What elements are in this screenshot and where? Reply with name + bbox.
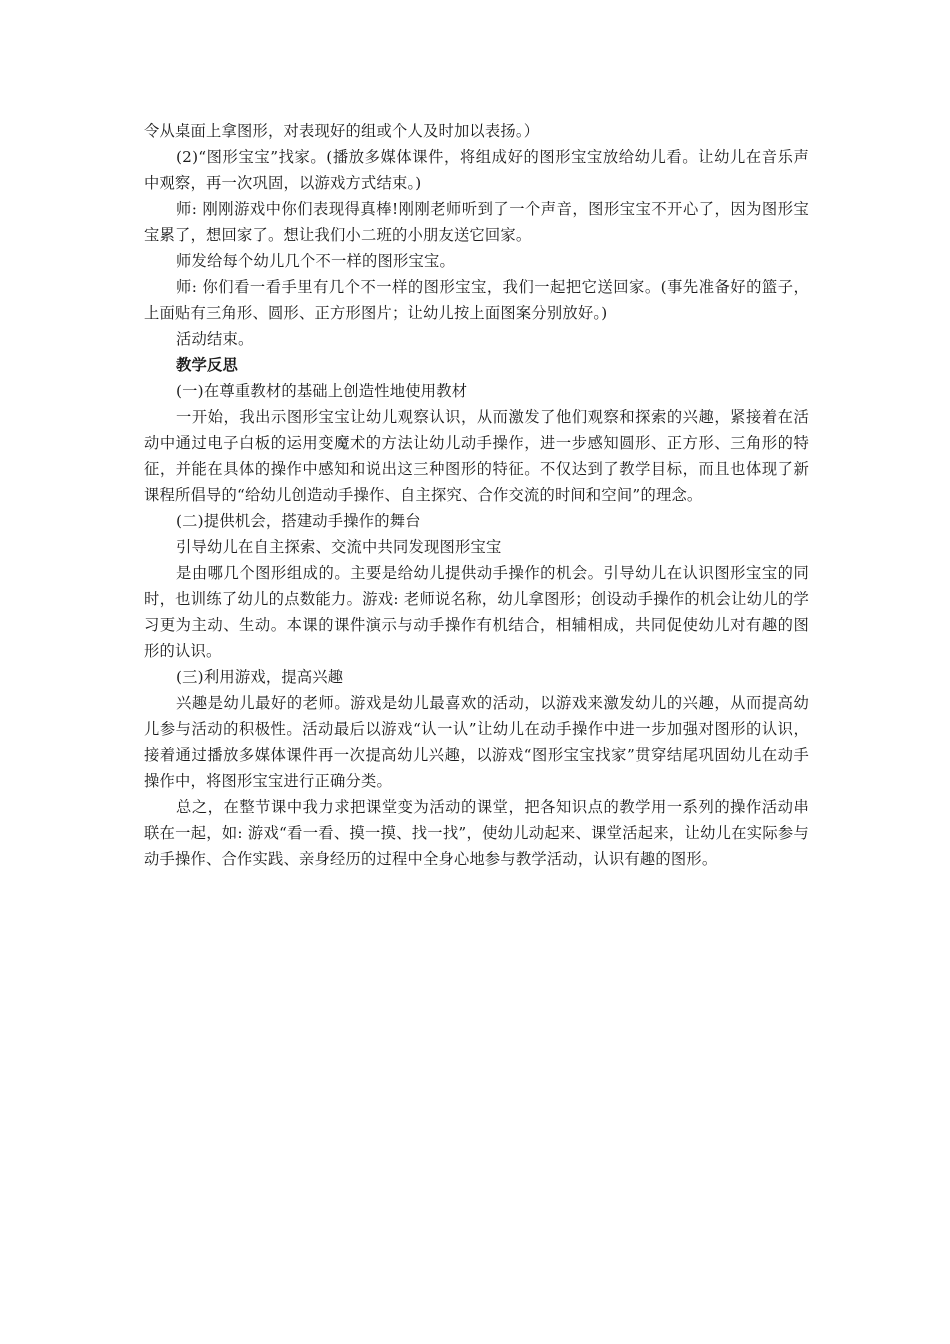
paragraph-reflection-2: 是由哪几个图形组成的。主要是给幼儿提供动手操作的机会。引导幼儿在认识图形宝宝的同时，也训练了幼儿的点数能力。游戏: 老师说名称，幼儿拿图形；创设动手操作的机会让幼儿的学习更为主动、生动。本课的课件演示与动手操作有机结合，相辅相成，共同促使幼儿对有趣的图形的认识。 xyxy=(144,564,809,660)
paragraph-shape-find-home: (2)“图形宝宝”找家。(播放多媒体课件，将组成好的图形宝宝放给幼儿看。让幼儿在音乐声中观察，再一次巩固，以游戏方式结束。) xyxy=(144,148,809,192)
subheading-three: (三)利用游戏，提高兴趣 xyxy=(176,668,344,686)
paragraph-teacher-dialogue-1: 师: 刚刚游戏中你们表现得真棒!刚刚老师听到了一个声音，图形宝宝不开心了，因为图形宝宝累了，想回家了。想让我们小二班的小朋友送它回家。 xyxy=(144,200,809,244)
paragraph-distribute-shapes: 师发给每个幼儿几个不一样的图形宝宝。 xyxy=(176,252,455,270)
subheading-two: (二)提供机会，搭建动手操作的舞台 xyxy=(176,512,421,530)
paragraph-teacher-dialogue-2: 师: 你们看一看手里有几个不一样的图形宝宝，我们一起把它送回家。(事先准备好的篮子，上面贴有三角形、圆形、正方形图片；让幼儿按上面图案分别放好。) xyxy=(144,278,809,322)
paragraph-continuation: 令从桌面上拿图形，对表现好的组或个人及时加以表扬。） xyxy=(144,122,540,140)
section-heading-reflection: 教学反思 xyxy=(176,356,238,374)
subheading-one: (一)在尊重教材的基础上创造性地使用教材 xyxy=(176,382,468,400)
paragraph-reflection-3: 兴趣是幼儿最好的老师。游戏是幼儿最喜欢的活动，以游戏来激发幼儿的兴趣，从而提高幼儿参与活动的积极性。活动最后以游戏“认一认”让幼儿在动手操作中进一步加强对图形的认识，接着通过播放多媒体课件再一次提高幼儿兴趣，以游戏“图形宝宝找家”贯穿结尾巩固幼儿在动手操作中，将图形宝宝进行正确分类。 xyxy=(144,694,809,790)
paragraph-guide-explore: 引导幼儿在自主探索、交流中共同发现图形宝宝 xyxy=(176,538,502,556)
paragraph-summary: 总之，在整节课中我力求把课堂变为活动的课堂，把各知识点的教学用一系列的操作活动串联在一起，如: 游戏“看一看、摸一摸、找一找”，使幼儿动起来、课堂活起来，让幼儿在实际参与动手操作、合作实践、亲身经历的过程中全身心地参与教学活动，认识有趣的图形。 xyxy=(144,798,809,868)
paragraph-reflection-1: 一开始，我出示图形宝宝让幼儿观察认识，从而激发了他们观察和探索的兴趣，紧接着在活动中通过电子白板的运用变魔术的方法让幼儿动手操作，进一步感知圆形、正方形、三角形的特征，并能在具体的操作中感知和说出这三种图形的特征。不仅达到了教学目标，而且也体现了新课程所倡导的“给幼儿创造动手操作、自主探究、合作交流的时间和空间”的理念。 xyxy=(144,408,809,504)
document-body xyxy=(144,118,809,872)
paragraph-activity-end: 活动结束。 xyxy=(176,330,254,348)
